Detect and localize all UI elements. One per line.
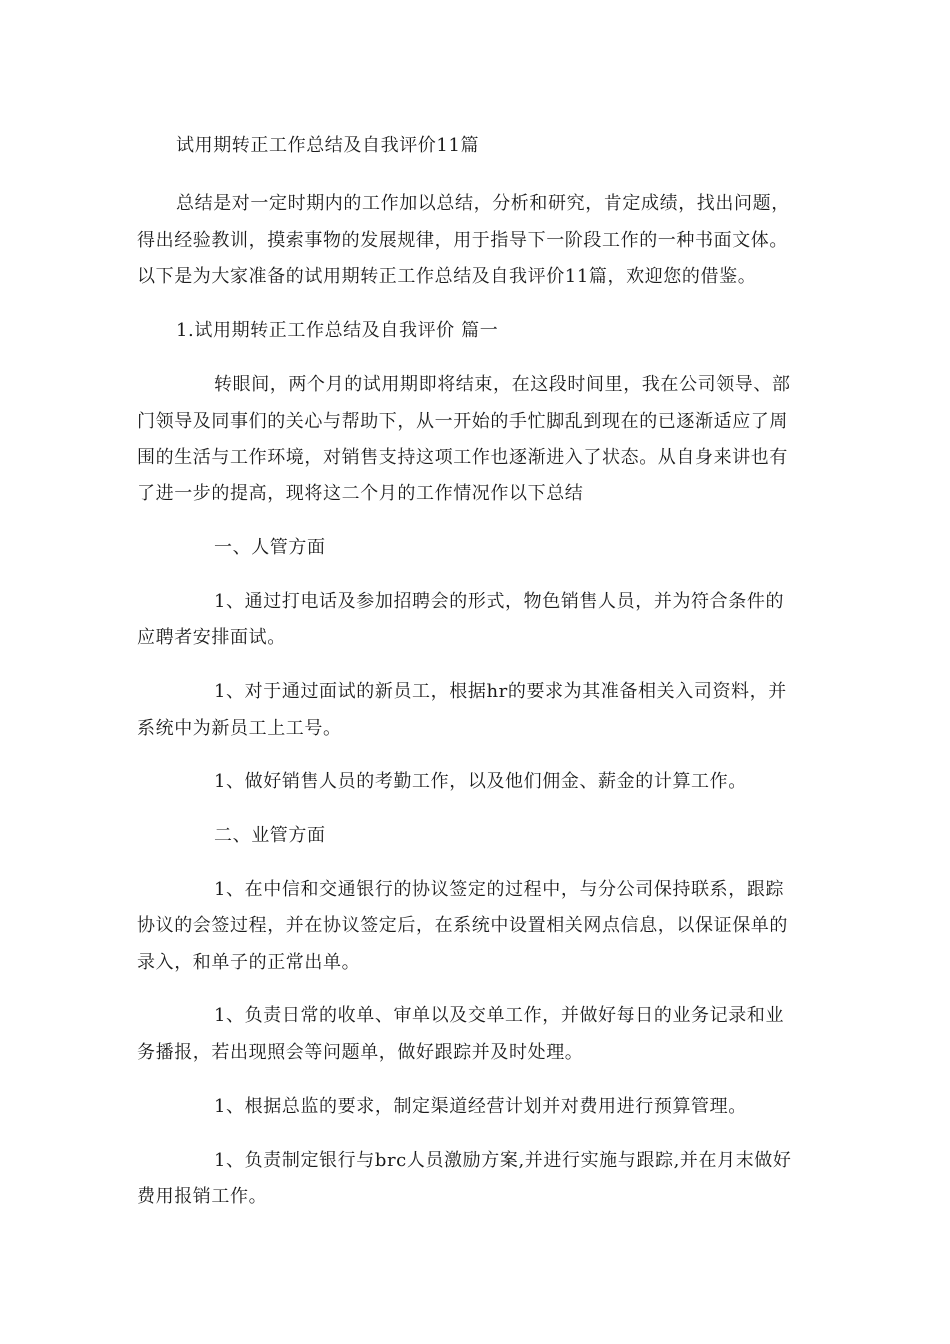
paragraph-line: 应聘者安排面试。 xyxy=(137,627,286,648)
section-heading: 1.试用期转正工作总结及自我评价 篇一 xyxy=(176,320,499,341)
paragraph-line: 1、做好销售人员的考勤工作，以及他们佣金、薪金的计算工作。 xyxy=(214,771,747,792)
paragraph-line: 了进一步的提高，现将这二个月的工作情况作以下总结 xyxy=(137,483,584,504)
intro-line: 总结是对一定时期内的工作加以总结，分析和研究，肯定成绩，找出问题， xyxy=(176,193,790,214)
paragraph-line: 1、通过打电话及参加招聘会的形式，物色销售人员，并为符合条件的 xyxy=(214,591,785,612)
paragraph-line: 费用报销工作。 xyxy=(137,1186,268,1207)
paragraph-line: 围的生活与工作环境，对销售支持这项工作也逐渐进入了状态。从自身来讲也有 xyxy=(137,447,788,468)
paragraph-line: 门领导及同事们的关心与帮助下，从一开始的手忙脚乱到现在的已逐渐适应了周 xyxy=(137,411,788,432)
part-heading: 一、人管方面 xyxy=(214,537,326,558)
paragraph-line: 1、负责制定银行与brc人员激励方案,并进行实施与跟踪,并在月末做好 xyxy=(214,1150,792,1171)
paragraph-line: 1、负责日常的收单、审单以及交单工作，并做好每日的业务记录和业 xyxy=(214,1005,785,1026)
paragraph-line: 1、根据总监的要求，制定渠道经营计划并对费用进行预算管理。 xyxy=(214,1096,747,1117)
paragraph-line: 1、对于通过面试的新员工，根据hr的要求为其准备相关入司资料，并 xyxy=(214,681,787,702)
paragraph-line: 转眼间，两个月的试用期即将结束，在这段时间里，我在公司领导、部 xyxy=(214,374,791,395)
paragraph-line: 1、在中信和交通银行的协议签定的过程中，与分公司保持联系，跟踪 xyxy=(214,879,785,900)
paragraph-line: 录入，和单子的正常出单。 xyxy=(137,952,361,973)
paragraph-line: 系统中为新员工上工号。 xyxy=(137,718,342,739)
part-heading: 二、业管方面 xyxy=(214,825,326,846)
intro-line: 得出经验教训，摸索事物的发展规律，用于指导下一阶段工作的一种书面文体。 xyxy=(137,230,788,251)
paragraph-line: 协议的会签过程，并在协议签定后，在系统中设置相关网点信息，以保证保单的 xyxy=(137,915,788,936)
document-title: 试用期转正工作总结及自我评价11篇 xyxy=(176,135,480,156)
intro-line: 以下是为大家准备的试用期转正工作总结及自我评价11篇，欢迎您的借鉴。 xyxy=(137,266,757,287)
paragraph-line: 务播报，若出现照会等问题单，做好跟踪并及时处理。 xyxy=(137,1042,584,1063)
